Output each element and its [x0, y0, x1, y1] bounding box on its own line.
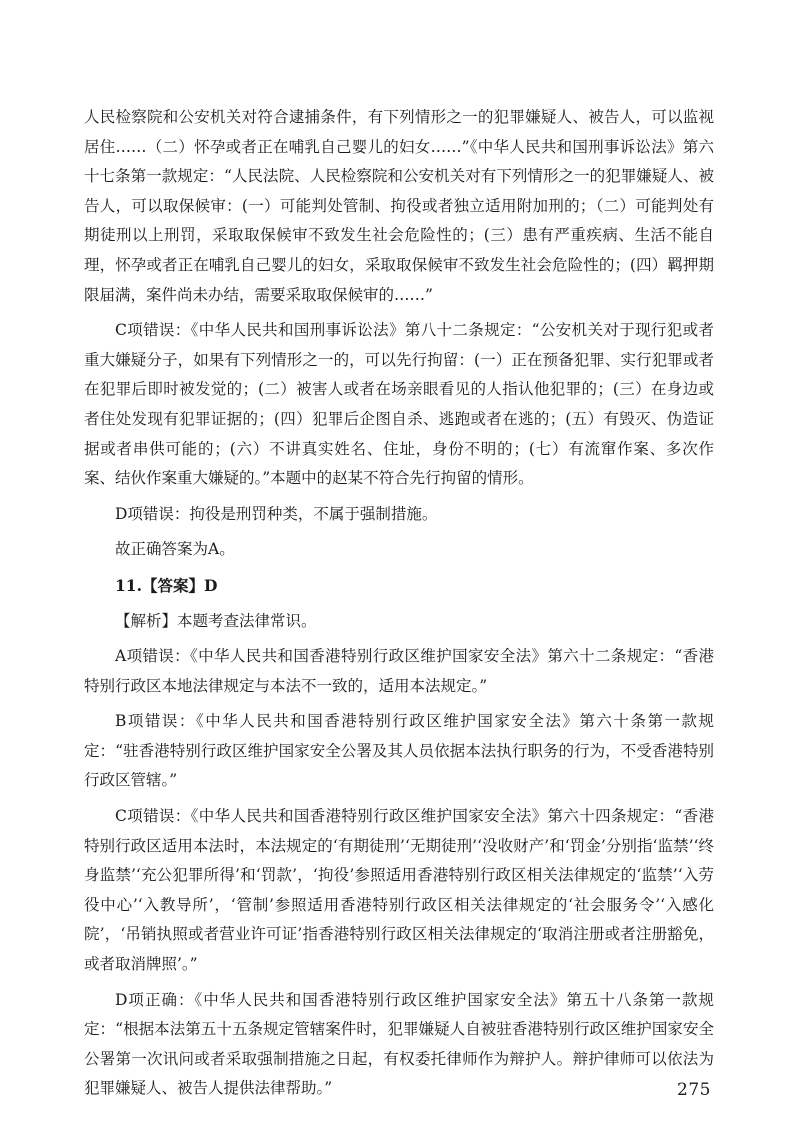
analysis-heading: 【解析】本题考查法律常识。 [115, 611, 317, 630]
paragraph-9: D项正确：《中华人民共和国香港特别行政区维护国家安全法》第五十八条第一款规定：“根据本法第五十五条规定管辖案件时，犯罪嫌疑人自被驻香港特别行政区维护国家安全公署第一次讯问或者采取强制措施之日起，有权委托律师作为辩护人。辩护律师可以依法为犯罪嫌疑人、被告人提供法律帮助。” [84, 990, 714, 1098]
paragraph-6: A项错误：《中华人民共和国香港特别行政区维护国家安全法》第六十二条规定：“香港特别行政区本地法律规定与本法不一致的，适用本法规定。” [84, 647, 714, 695]
answer-heading: 11.【答案】D [115, 575, 218, 595]
paragraph-2: D项错误：拘役是刑罚种类，不属于强制措施。 [115, 504, 438, 523]
page-number: 275 [677, 1080, 711, 1100]
paragraph-3: 故正确答案为A。 [115, 540, 235, 559]
body-text [84, 103, 714, 1110]
paragraph-8: C项错误：《中华人民共和国香港特别行政区维护国家安全法》第六十四条规定：“香港特别行政区适用本法时，本法规定的‘有期徒刑’‘无期徒刑’‘没收财产’和‘罚金’分别指‘监禁’‘终身监禁’‘充公犯罪所得’和‘罚款’，‘拘役’参照适用香港特别行政区相关法律规定的‘监禁’‘入劳役中心’‘入教导所’，‘管制’参照适用香港特别行政区相关法律规定的‘社会服务令’‘入感化院’，‘吊销执照或者营业许可证’指香港特别行政区相关法律规定的‘取消注册或者注册豁免，或者取消牌照’。” [84, 807, 714, 974]
paragraph-7: B项错误：《中华人民共和国香港特别行政区维护国家安全法》第六十条第一款规定：“驻香港特别行政区维护国家安全公署及其人员依据本法执行职务的行为，不受香港特别行政区管辖。” [84, 712, 714, 790]
paragraph-0: 人民检察院和公安机关对符合逮捕条件，有下列情形之一的犯罪嫌疑人、被告人，可以监视居住……（二）怀孕或者正在哺乳自己婴儿的妇女……”《中华人民共和国刑事诉讼法》第六十七条第一款规定：“人民法院、人民检察院和公安机关对有下列情形之一的犯罪嫌疑人、被告人，可以取保候审：(一）可能判处管制、拘役或者独立适用附加刑的；（二）可能判处有期徒刑以上刑罚，采取取保候审不致发生社会危险性的；(三）患有严重疾病、生活不能自理，怀孕或者正在哺乳自己婴儿的妇女，采取取保候审不致发生社会危险性的；(四）羁押期限届满，案件尚未办结，需要采取取保候审的……” [84, 108, 714, 304]
paragraph-1: C项错误：《中华人民共和国刑事诉讼法》第八十二条规定：“公安机关对于现行犯或者重大嫌疑分子，如果有下列情形之一的，可以先行拘留：(一）正在预备犯罪、实行犯罪或者在犯罪后即时被发觉的；(二）被害人或者在场亲眼看见的人指认他犯罪的；(三）在身边或者住处发现有犯罪证据的；(四）犯罪后企图自杀、逃跑或者在逃的；(五）有毁灭、伪造证据或者串供可能的；(六）不讲真实姓名、住址，身份不明的；(七）有流窜作案、多次作案、结伙作案重大嫌疑的。”本题中的赵某不符合先行拘留的情形。 [84, 321, 714, 488]
